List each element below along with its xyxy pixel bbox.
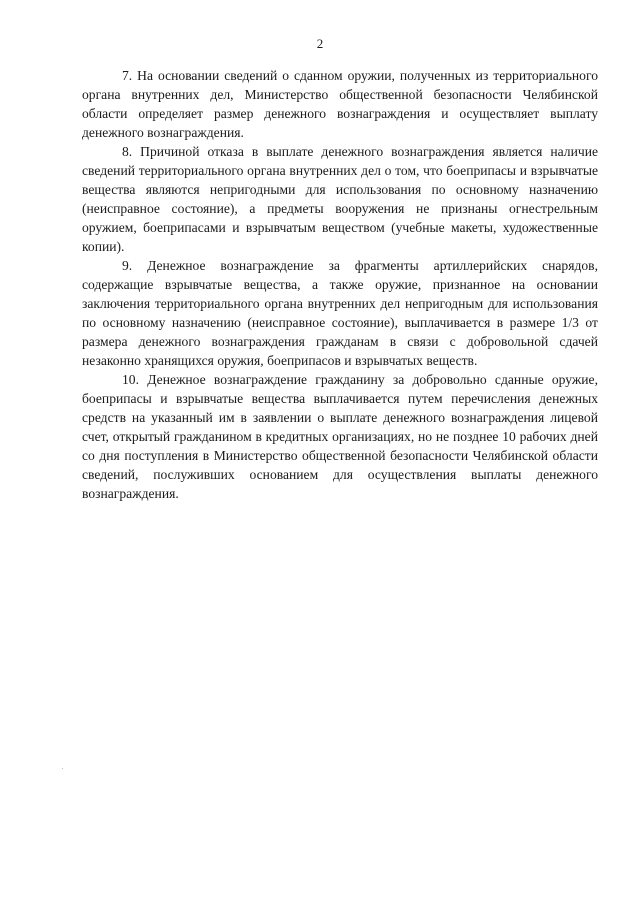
document-body	[82, 66, 598, 503]
paragraph-9: 9. Денежное вознаграждение за фрагменты артиллерийских снарядов, содержащие взрывчатые вещества, а также оружие, признанное на основании заключения территориального органа внутренних дел непригодным для использования по основному назначению (неисправное состояние), выплачивается в размере 1/3 от размера денежного вознаграждения гражданам в связи с добровольной сдачей незаконно хранящихся оружия, боеприпасов и взрывчатых веществ.	[82, 258, 598, 368]
page-number: 2	[316, 36, 324, 51]
scan-speck	[62, 768, 63, 769]
paragraph-10: 10. Денежное вознаграждение гражданину за добровольно сданные оружие, боеприпасы и взрывчатые вещества выплачивается путем перечисления денежных средств на указанный им в заявлении о выплате денежного вознаграждения лицевой счет, открытый гражданином в кредитных организациях, но не позднее 10 рабочих дней со дня поступления в Министерство общественной безопасности Челябинской области сведений, послуживших основанием для осуществления выплаты денежного вознаграждения.	[82, 372, 598, 501]
paragraph-8: 8. Причиной отказа в выплате денежного вознаграждения является наличие сведений территориального органа внутренних дел о том, что боеприпасы и взрывчатые вещества являются непригодными для использования по основному назначению (неисправное состояние), а предметы вооружения не признаны огнестрельным оружием, боеприпасами и взрывчатым веществом (учебные макеты, художественные копии).	[82, 144, 598, 254]
paragraph-7: 7. На основании сведений о сданном оружии, полученных из территориального органа внутренних дел, Министерство общественной безопасности Челябинской области определяет размер денежного вознаграждения и осуществляет выплату денежного вознаграждения.	[82, 68, 598, 140]
